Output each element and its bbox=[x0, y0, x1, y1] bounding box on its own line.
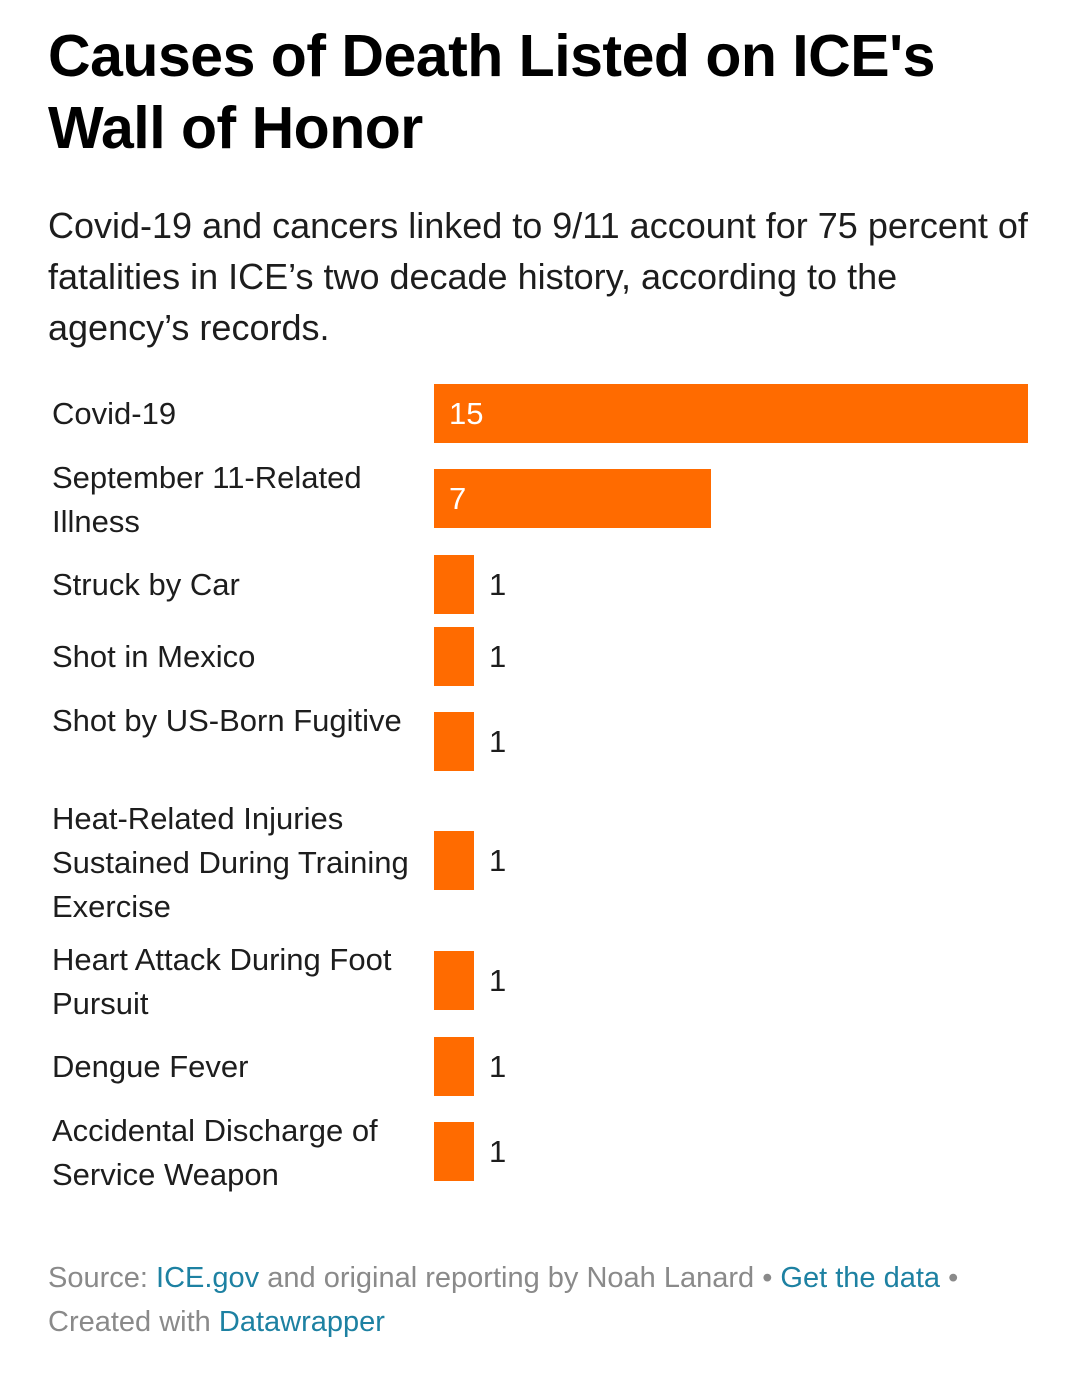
category-label: Shot by US-Born Fugitive bbox=[52, 703, 402, 738]
bar-value-label: 7 bbox=[449, 481, 467, 516]
source-prefix: Source: bbox=[48, 1262, 148, 1294]
bar-value-label: 1 bbox=[489, 963, 507, 998]
bar-value-label: 1 bbox=[489, 1049, 507, 1084]
created-with-text: Created with bbox=[48, 1306, 211, 1338]
bar-value-label: 1 bbox=[489, 1134, 507, 1169]
bar bbox=[434, 831, 474, 890]
bar-value-label: 1 bbox=[489, 724, 507, 759]
category-label: Struck by Car bbox=[52, 567, 240, 602]
bar bbox=[434, 627, 474, 686]
bar-value-label: 1 bbox=[489, 567, 507, 602]
separator-dot: • bbox=[762, 1262, 773, 1294]
bar-value-label: 15 bbox=[449, 396, 484, 431]
category-label: Covid-19 bbox=[52, 396, 177, 431]
category-label: September 11-Related Illness bbox=[52, 460, 362, 539]
bar bbox=[434, 1037, 474, 1096]
bar bbox=[434, 384, 1028, 443]
separator-dot: • bbox=[948, 1262, 959, 1294]
bar bbox=[434, 951, 474, 1010]
category-label: Shot in Mexico bbox=[52, 639, 256, 674]
bar bbox=[434, 1122, 474, 1181]
chart-footer bbox=[48, 1256, 1038, 1344]
chart-title: Causes of Death Listed on ICE's Wall of Honor bbox=[48, 23, 935, 161]
source-rest: and original reporting by Noah Lanard bbox=[267, 1262, 755, 1294]
bar bbox=[434, 469, 711, 528]
category-label: Heat-Related Injuries Sustained During Training Exercise bbox=[52, 801, 409, 924]
bar-value-label: 1 bbox=[489, 639, 507, 674]
bar-value-label: 1 bbox=[489, 843, 507, 878]
category-label: Dengue Fever bbox=[52, 1049, 249, 1084]
category-label: Accidental Discharge of Service Weapon bbox=[52, 1113, 378, 1192]
chart-subtitle: Covid-19 and cancers linked to 9/11 account for 75 percent of fatalities in ICE’s two decade history, according to the agency’s records. bbox=[48, 205, 1028, 348]
bar bbox=[434, 555, 474, 614]
get-data-link[interactable]: Get the data bbox=[780, 1262, 941, 1294]
source-link[interactable]: ICE.gov bbox=[156, 1262, 260, 1294]
datawrapper-link[interactable]: Datawrapper bbox=[218, 1306, 385, 1338]
category-label: Heart Attack During Foot Pursuit bbox=[52, 942, 392, 1021]
bar bbox=[434, 712, 474, 771]
